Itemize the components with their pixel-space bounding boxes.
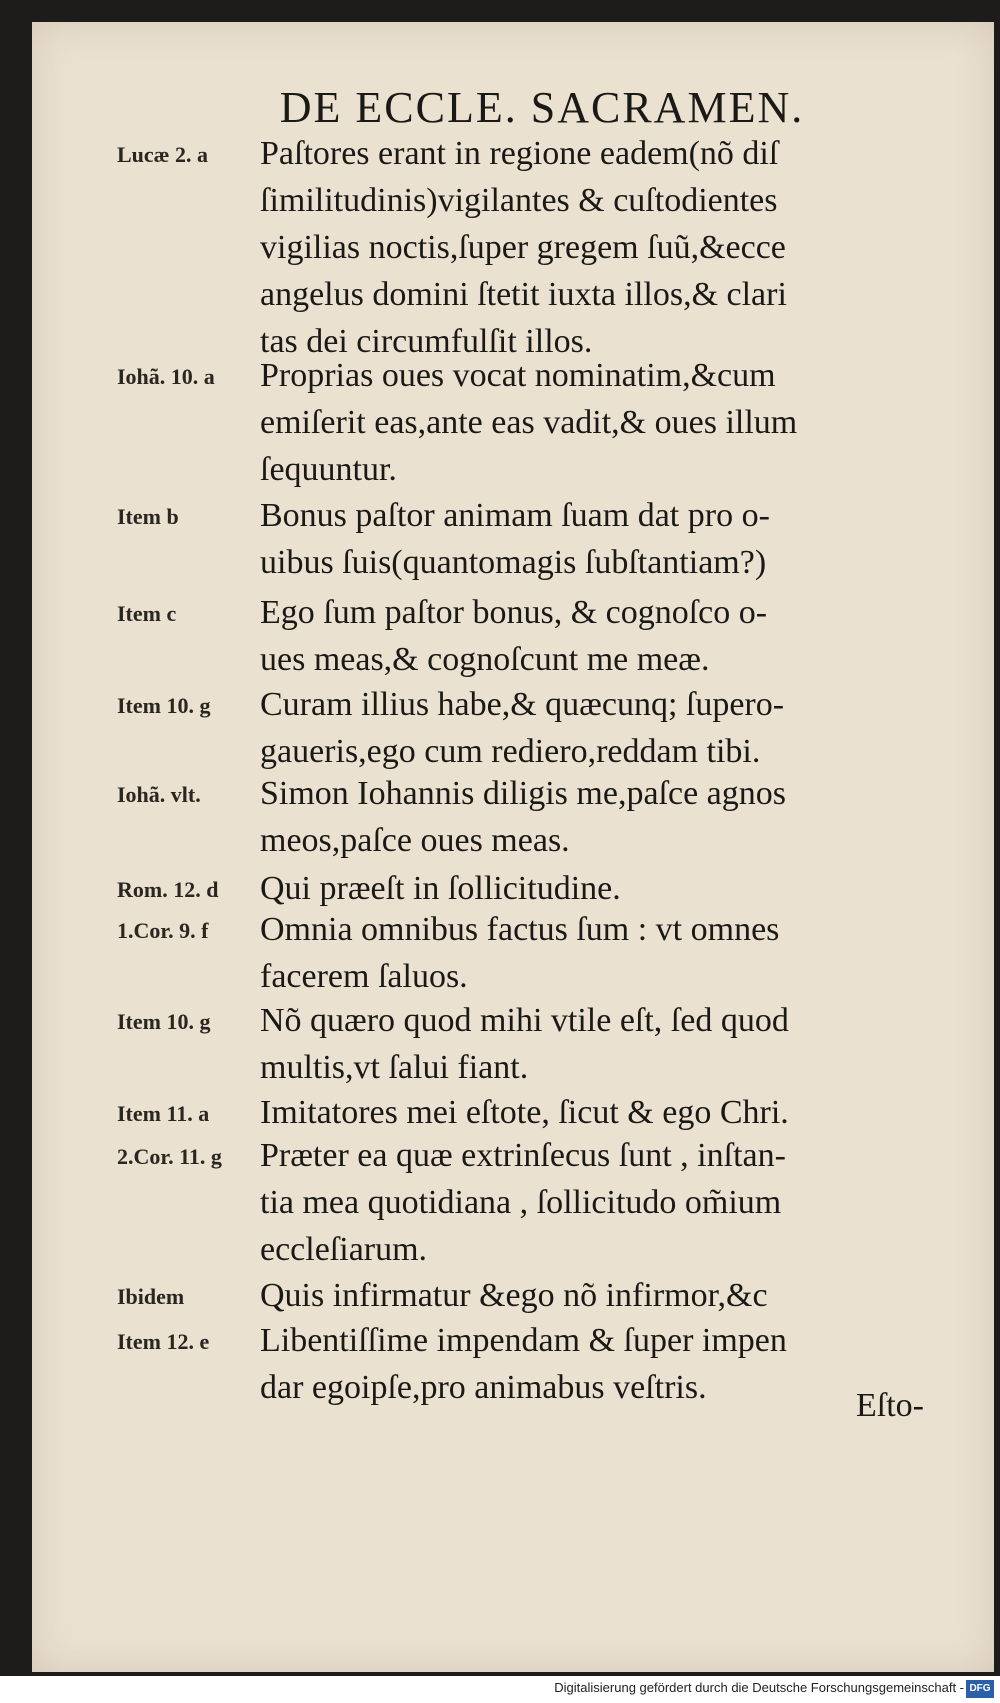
text-line: facerem ſaluos. [260, 958, 468, 995]
entry-text [260, 492, 970, 586]
entry-text [260, 906, 970, 1000]
text-line: vigilias noctis,ſuper gregem ſuũ,&ecce [260, 229, 786, 266]
marginal-reference: Item c [117, 601, 177, 626]
text-line: meos,paſce oues meas. [260, 822, 570, 859]
text-line: Libentiſſime impendam & ſuper impen [260, 1322, 787, 1359]
marginal-reference: Item 11. a [117, 1101, 210, 1126]
text-line: ſimilitudinis)vigilantes & cuſtodientes [260, 182, 778, 219]
text-line: multis,vt ſalui fiant. [260, 1049, 529, 1086]
text-line: Curam illius habe,& quæcunq; ſupero- [260, 686, 785, 723]
text-line: angelus domini ſtetit iuxta illos,& clari [260, 276, 787, 313]
marginal-reference: Item 10. g [117, 1009, 211, 1034]
text-line: uibus ſuis(quantomagis ſubſtantiam?) [260, 544, 767, 581]
text-line: tia mea quotidiana , ſollicitudo om̃ium [260, 1184, 782, 1221]
text-line: emiſerit eas,ante eas vadit,& oues illum [260, 404, 798, 441]
text-line: Paſtores erant in regione eadem(nõ diſ [260, 135, 779, 172]
dfg-logo-icon: DFG [966, 1680, 994, 1698]
entry-text [260, 589, 970, 683]
marginal-reference: Ibidem [117, 1284, 185, 1309]
text-line: Simon Iohannis diligis me,paſce agnos [260, 775, 786, 812]
marginal-reference: Item 10. g [117, 693, 211, 718]
marginal-reference: Rom. 12. d [117, 877, 219, 902]
page-title: DE ECCLE. SACRAMEN. [279, 83, 805, 132]
marginal-reference: Item 12. e [117, 1329, 210, 1354]
text-line: ues meas,& cognoſcunt me meæ. [260, 641, 710, 678]
text-line: Proprias oues vocat nominatim,&cum [260, 357, 776, 394]
book-page [32, 22, 994, 1672]
footer-bar [0, 1676, 1000, 1703]
running-header [32, 82, 994, 133]
text-line: eccleſiarum. [260, 1231, 428, 1268]
entry-text [260, 130, 970, 365]
text-line: Omnia omnibus factus ſum : vt omnes [260, 911, 780, 948]
marginal-reference: Item b [117, 504, 179, 529]
footer-credit: Digitalisierung gefördert durch die Deutsche Forschungsgemeinschaft - [554, 1680, 964, 1695]
entry-text [260, 997, 970, 1091]
text-line: dar egoipſe,pro animabus veſtris. [260, 1369, 707, 1406]
marginal-reference: Lucæ 2. a [117, 142, 209, 167]
text-line: Ego ſum paſtor bonus, & cognoſco o- [260, 594, 768, 631]
text-line: tas dei circumfulſit illos. [260, 323, 593, 360]
catchword: Eſto- [856, 1387, 924, 1424]
text-line: Nõ quæro quod mihi vtile eſt, ſed quod [260, 1002, 789, 1039]
entry-text [260, 770, 970, 864]
text-line: ſequuntur. [260, 451, 397, 488]
text-line: Qui præeſt in ſollicitudine. [260, 870, 621, 907]
text-line: Quis infirmatur &ego nõ infirmor,&c [260, 1277, 768, 1314]
entry-text [260, 1089, 970, 1136]
text-line: gaueris,ego cum rediero,reddam tibi. [260, 733, 761, 770]
text-line: Præter ea quæ extrinſecus ſunt , inſtan- [260, 1137, 786, 1174]
entry-text [260, 1132, 970, 1273]
entry-text [260, 681, 970, 775]
text-line: Imitatores mei eſtote, ſicut & ego Chri. [260, 1094, 789, 1131]
entry-text [260, 865, 970, 912]
marginal-reference: Iohã. 10. a [117, 364, 215, 389]
entry-text [260, 1272, 970, 1319]
marginal-reference: Iohã. vlt. [117, 782, 201, 807]
text-line: Bonus paſtor animam ſuam dat pro o- [260, 497, 770, 534]
entry-text [260, 352, 970, 493]
marginal-reference: 1.Cor. 9. f [117, 918, 209, 943]
marginal-reference: 2.Cor. 11. g [117, 1144, 222, 1169]
